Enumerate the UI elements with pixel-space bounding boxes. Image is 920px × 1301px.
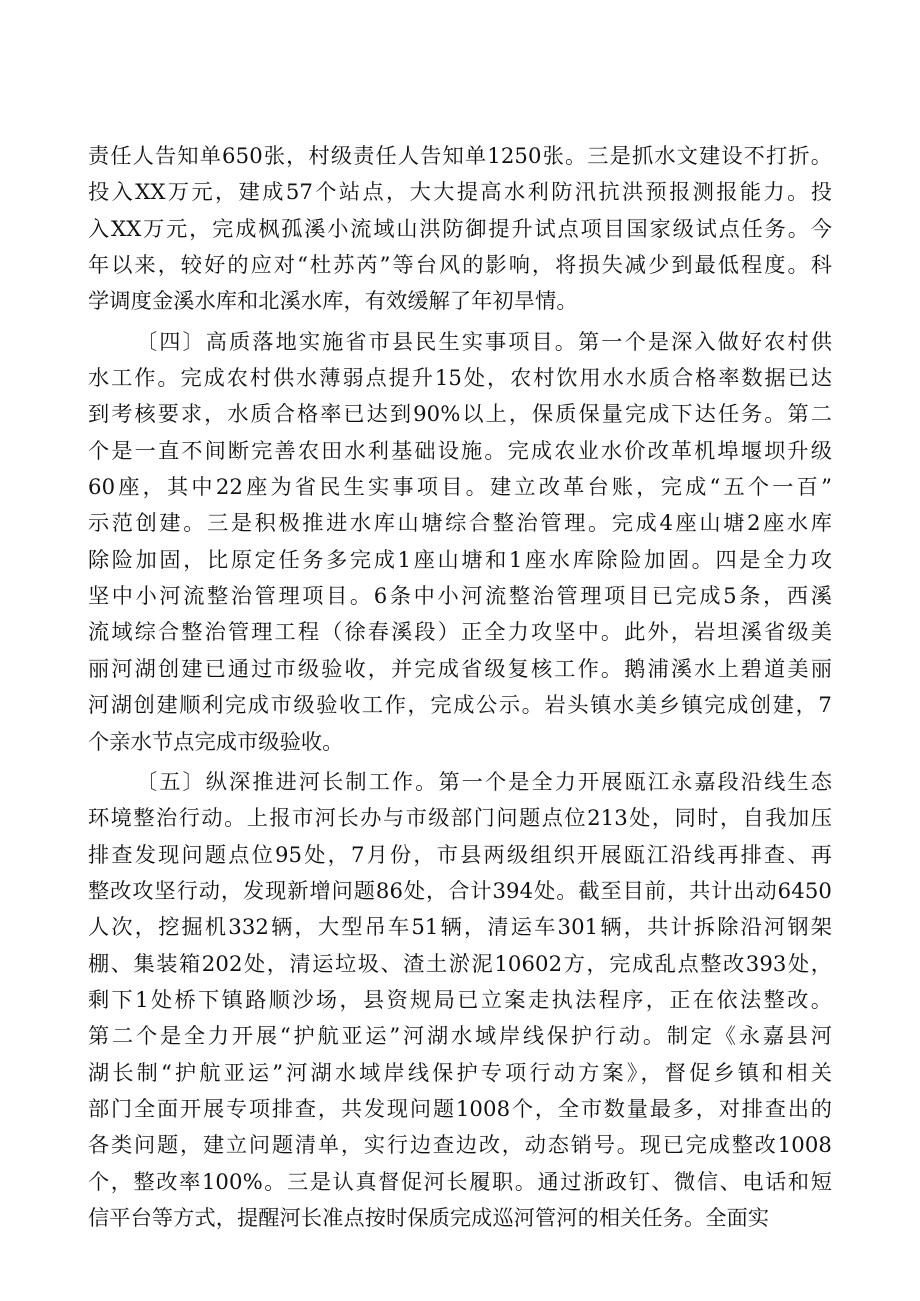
text-line: 学调度金溪水库和北溪水库，有效缓解了年初旱情。 <box>88 288 578 314</box>
text-line: 湖长制“护航亚运”河湖水域岸线保护专项行动方案》，督促乡镇和相关 <box>88 1059 832 1085</box>
text-line: 个，整改率100%。三是认真督促河长履职。通过浙政钉、微信、电话和短 <box>88 1168 832 1194</box>
text-line: 入XX万元，完成枫孤溪小流域山洪防御提升试点项目国家级试点任务。今 <box>88 215 832 241</box>
text-line: 棚、集装箱202处，清运垃圾、渣土淤泥10602方，完成乱点整改393处， <box>88 950 832 976</box>
text-line: 流域综合整治管理工程（徐春溪段）正全力攻坚中。此外，岩坦溪省级美 <box>88 619 832 645</box>
text-line: 责任人告知单650张，村级责任人告知单1250张。三是抓水文建设不打折。 <box>88 143 832 168</box>
text-line: 各类问题，建立问题清单，实行边查边改，动态销号。现已完成整改1008 <box>88 1132 832 1158</box>
text-line: 剩下1处桥下镇路顺沙场，县资规局已立案走执法程序，正在依法整改。 <box>88 986 832 1012</box>
document-page <box>88 138 832 1236</box>
para-section-four <box>88 324 832 760</box>
para-intro-continued <box>88 138 832 320</box>
para-section-five <box>88 764 832 1236</box>
text-line: 示范创建。三是积极推进水库山塘综合整治管理。完成4座山塘2座水库 <box>88 510 832 536</box>
text-line: 丽河湖创建已通过市级验收，并完成省级复核工作。鹅浦溪水上碧道美丽 <box>88 655 832 681</box>
text-line: 人次，挖掘机332辆，大型吊车51辆，清运车301辆，共计拆除沿河钢架 <box>88 914 832 940</box>
text-line: 排查发现问题点位95处，7月份，市县两级组织开展瓯江沿线再排查、再 <box>88 841 832 867</box>
text-line: 年以来，较好的应对“杜苏芮”等台风的影响，将损失减少到最低程度。科 <box>88 252 832 278</box>
text-line: 信平台等方式，提醒河长准点按时保质完成巡河管河的相关任务。全面实 <box>88 1204 770 1230</box>
text-line: 〔五〕纵深推进河长制工作。第一个是全力开展瓯江永嘉段沿线生态 <box>136 768 832 794</box>
text-line: 到考核要求，水质合格率已达到90%以上，保质保量完成下达任务。第二 <box>88 401 832 427</box>
text-line: 河湖创建顺利完成市级验收工作，完成公示。岩头镇水美乡镇完成创建，7 <box>88 692 832 718</box>
text-line: 个亲水节点完成市级验收。 <box>88 728 344 754</box>
text-line: 坚中小河流整治管理项目。6条中小河流整治管理项目已完成5条，西溪 <box>88 583 832 609</box>
text-line: 60座，其中22座为省民生实事项目。建立改革台账，完成“五个一百” <box>88 474 832 500</box>
text-line: 第二个是全力开展“护航亚运”河湖水域岸线保护行动。制定《永嘉县河 <box>88 1023 832 1049</box>
text-line: 整改攻坚行动，发现新增问题86处，合计394处。截至目前，共计出动6450 <box>88 877 832 903</box>
text-line: 部门全面开展专项排查，共发现问题1008个，全市数量最多，对排查出的 <box>88 1095 832 1121</box>
text-line: 水工作。完成农村供水薄弱点提升15处，农村饮用水水质合格率数据已达 <box>88 365 832 391</box>
text-line: 个是一直不间断完善农田水利基础设施。完成农业水价改革机埠堰坝升级 <box>88 437 832 463</box>
text-line: 〔四〕高质落地实施省市县民生实事项目。第一个是深入做好农村供 <box>136 328 832 354</box>
text-line: 环境整治行动。上报市河长办与市级部门问题点位213处，同时，自我加压 <box>88 805 832 831</box>
text-line: 除险加固，比原定任务多完成1座山塘和1座水库除险加固。四是全力攻 <box>88 546 832 572</box>
text-line: 投入XX万元，建成57个站点，大大提高水利防汛抗洪预报测报能力。投 <box>88 179 832 205</box>
